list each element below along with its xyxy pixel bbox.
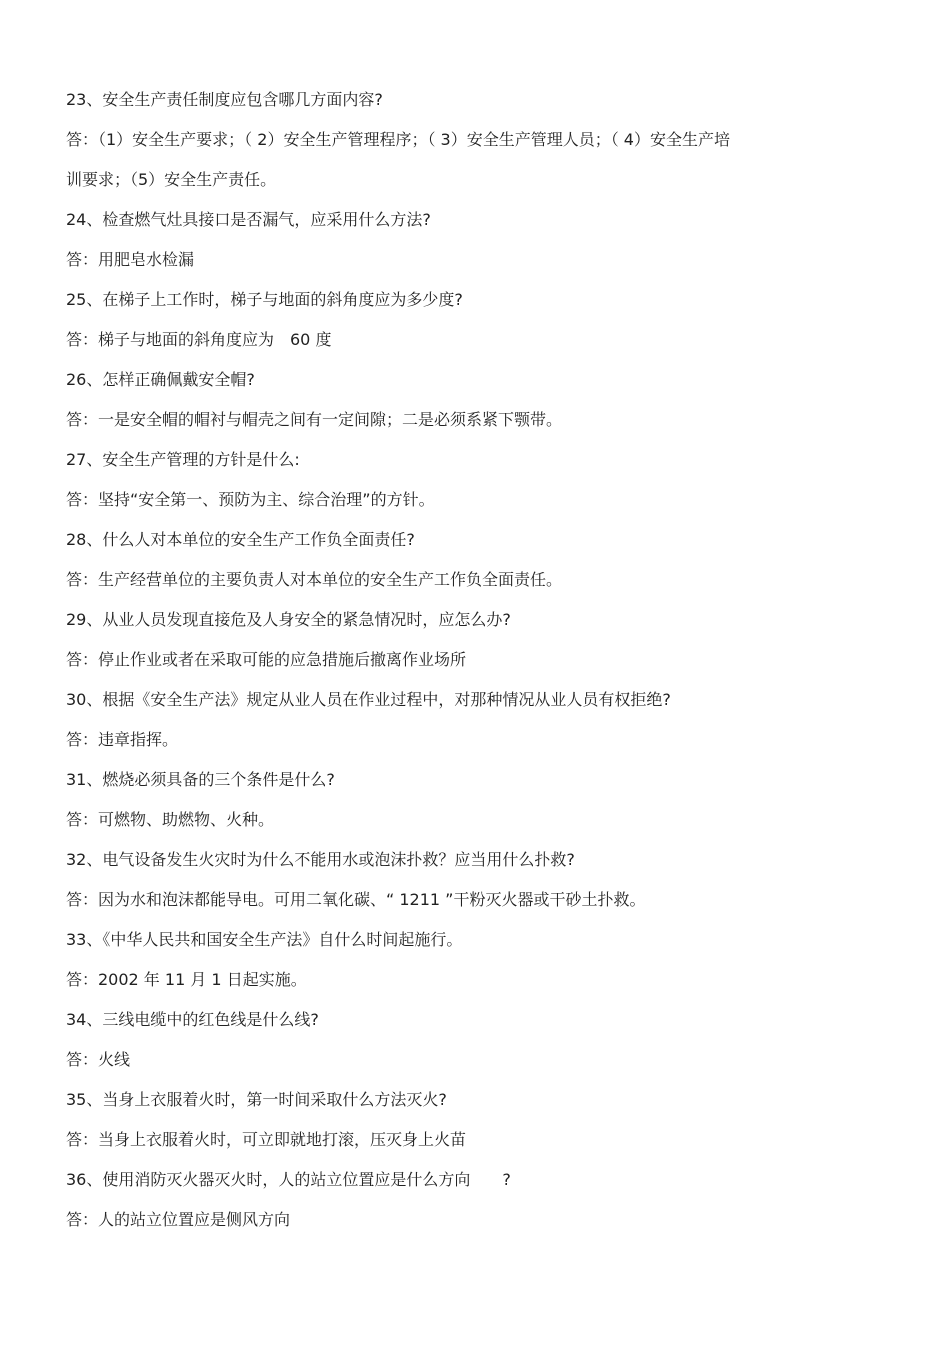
document-page — [66, 80, 886, 1240]
answer-30: 答：违章指挥。 — [66, 730, 179, 749]
answer-27: 答：坚持“安全第一、预防为主、综合治理”的方针。 — [66, 490, 435, 509]
question-32: 32、电气设备发生火灾时为什么不能用水或泡沫扑救？应当用什么扑救? — [66, 850, 575, 869]
question-28: 28、什么人对本单位的安全生产工作负全面责任? — [66, 530, 415, 549]
answer-23-line-1: 答：（1）安全生产要求；（ 2）安全生产管理程序；（ 3）安全生产管理人员；（ 4）安全生产培 — [66, 130, 730, 149]
answer-36: 答：人的站立位置应是侧风方向 — [66, 1210, 291, 1229]
answer-24: 答：用肥皂水检漏 — [66, 250, 195, 269]
answer-25: 答：梯子与地面的斜角度应为 60 度 — [66, 330, 332, 349]
answer-26: 答：一是安全帽的帽衬与帽壳之间有一定间隙；二是必须系紧下颚带。 — [66, 410, 563, 429]
answer-29: 答：停止作业或者在采取可能的应急措施后撤离作业场所 — [66, 650, 467, 669]
question-23: 23、安全生产责任制度应包含哪几方面内容? — [66, 90, 383, 109]
question-29: 29、从业人员发现直接危及人身安全的紧急情况时，应怎么办? — [66, 610, 511, 629]
question-24: 24、检查燃气灶具接口是否漏气，应采用什么方法? — [66, 210, 431, 229]
question-36: 36、使用消防灭火器灭火时，人的站立位置应是什么方向 ? — [66, 1170, 511, 1189]
question-33: 33、《中华人民共和国安全生产法》自什么时间起施行。 — [66, 930, 463, 949]
answer-35: 答：当身上衣服着火时，可立即就地打滚，压灭身上火苗 — [66, 1130, 467, 1149]
question-35: 35、当身上衣服着火时，第一时间采取什么方法灭火? — [66, 1090, 447, 1109]
question-25: 25、在梯子上工作时，梯子与地面的斜角度应为多少度? — [66, 290, 463, 309]
question-27: 27、安全生产管理的方针是什么: — [66, 450, 300, 469]
answer-28: 答：生产经营单位的主要负责人对本单位的安全生产工作负全面责任。 — [66, 570, 563, 589]
answer-31: 答：可燃物、助燃物、火种。 — [66, 810, 275, 829]
question-34: 34、三线电缆中的红色线是什么线? — [66, 1010, 319, 1029]
answer-33: 答：2002 年 11 月 1 日起实施。 — [66, 970, 307, 989]
question-31: 31、燃烧必须具备的三个条件是什么? — [66, 770, 335, 789]
question-26: 26、怎样正确佩戴安全帽? — [66, 370, 255, 389]
question-30: 30、根据《安全生产法》规定从业人员在作业过程中，对那种情况从业人员有权拒绝? — [66, 690, 671, 709]
answer-34: 答：火线 — [66, 1050, 131, 1069]
answer-32: 答：因为水和泡沫都能导电。可用二氧化碳、“ 1211 ”干粉灭火器或干砂土扑救。 — [66, 890, 646, 909]
answer-23-line-2: 训要求；（5）安全生产责任。 — [66, 170, 277, 189]
